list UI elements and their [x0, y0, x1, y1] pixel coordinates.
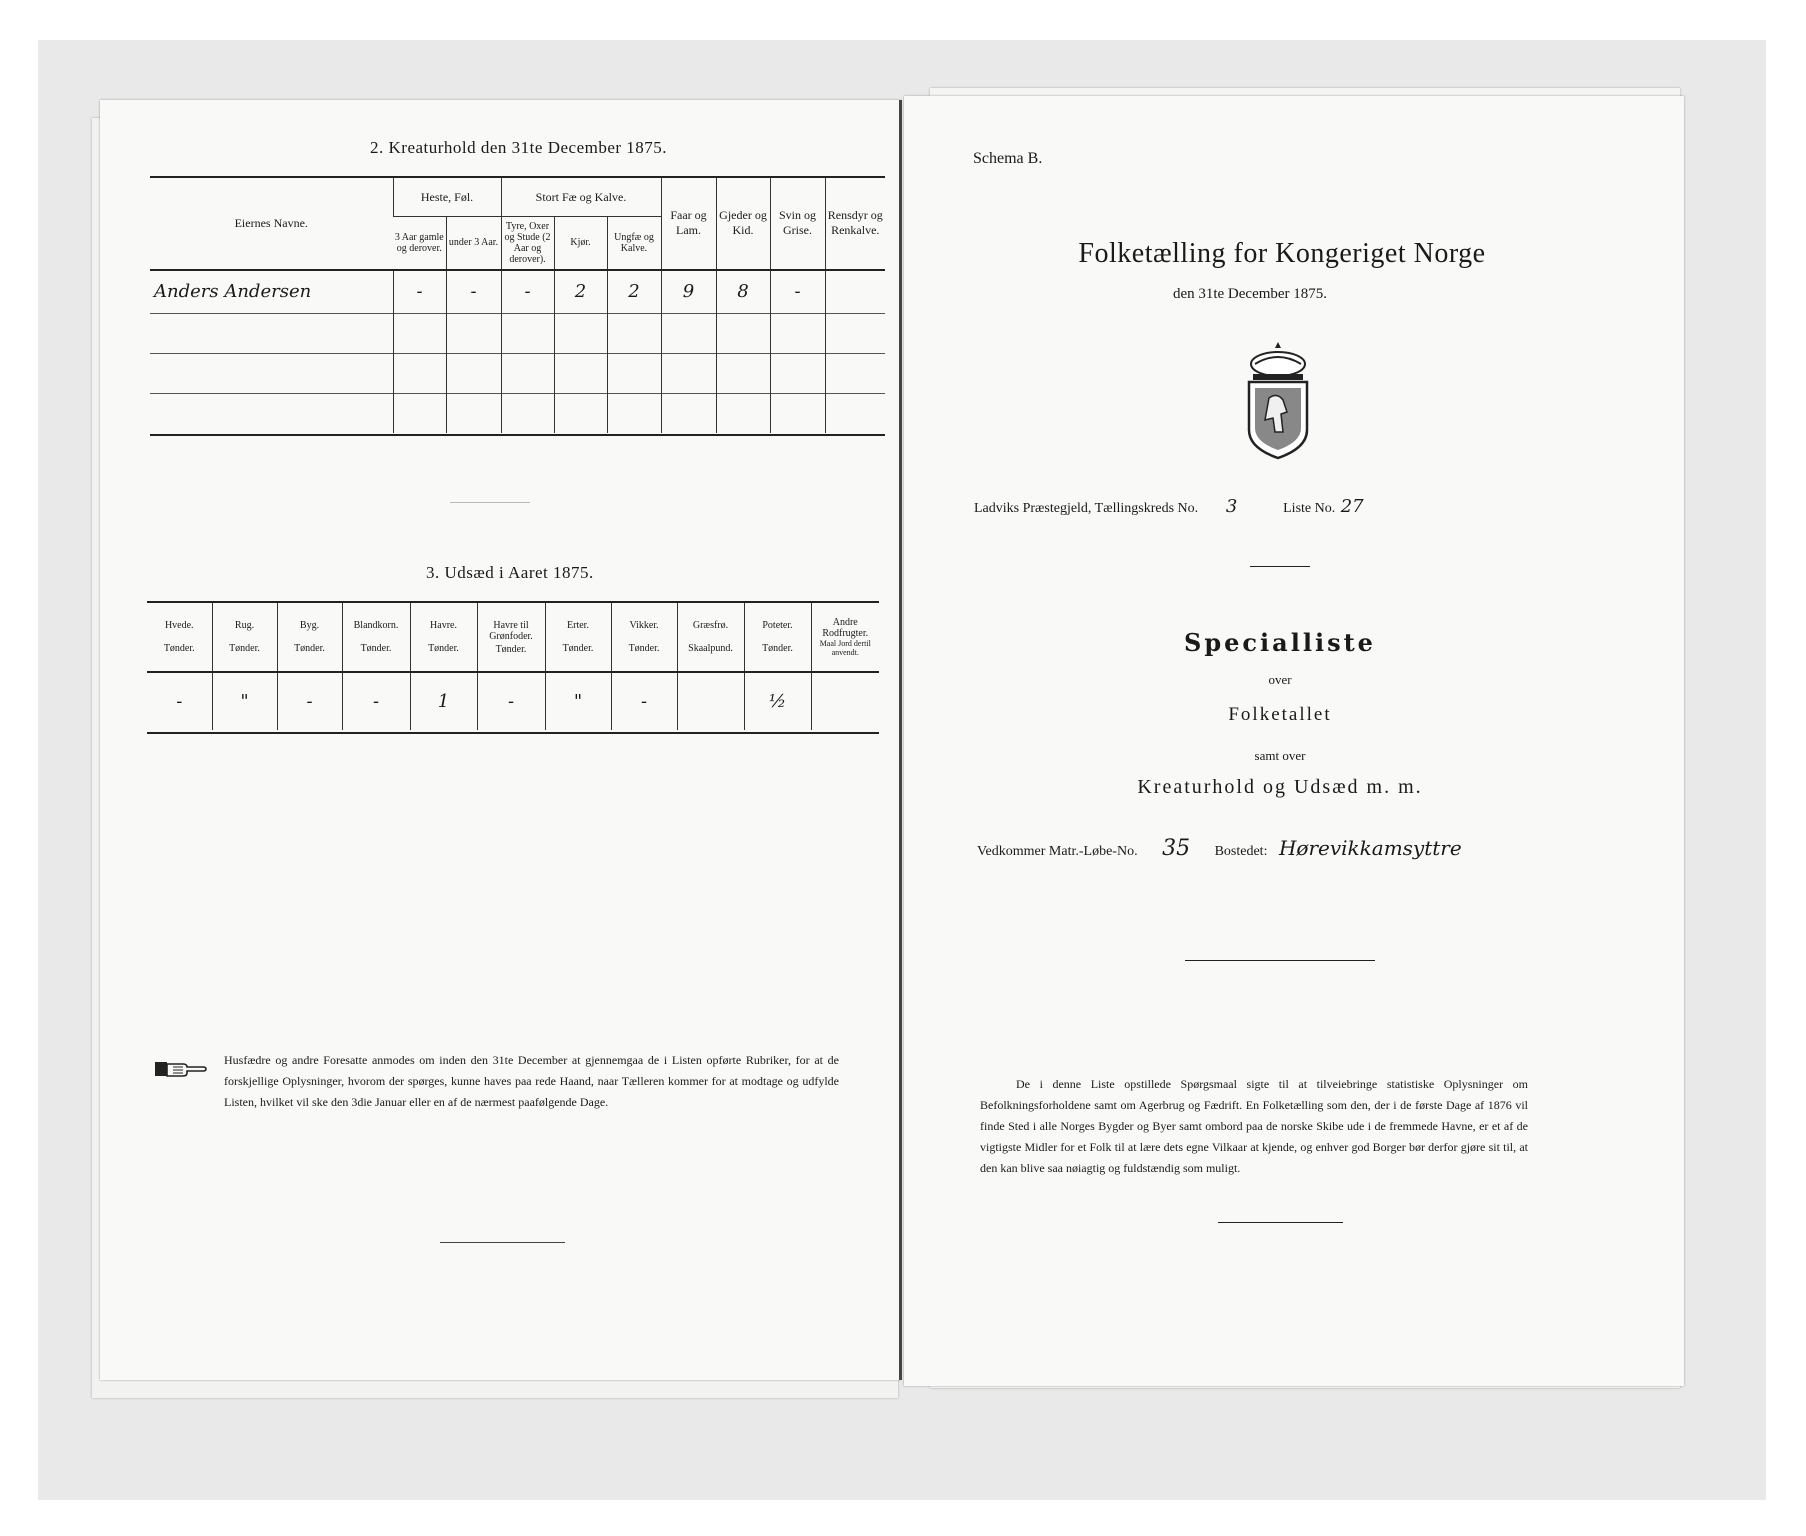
empty-cell: [393, 314, 446, 354]
sowing-unit-label: Skaalpund.: [688, 643, 733, 655]
table-cell: 8: [716, 270, 770, 314]
empty-cell: [446, 314, 501, 354]
sowing-unit-label: Tønder.: [762, 643, 793, 655]
sowing-header-label: Poteter.: [762, 620, 793, 632]
empty-cell: [661, 314, 716, 354]
sowing-value: 1: [410, 672, 477, 730]
bulls-header: Tyre, Oxer og Stude (2 Aar og derover).: [501, 217, 554, 270]
horses-adult-header: 3 Aar gamle og derover.: [394, 231, 444, 254]
table-cell: 2: [554, 270, 607, 314]
sowing-header-blandkorn: [342, 603, 410, 672]
sowing-header-havre: [410, 603, 477, 672]
heading-folketallet: Folketallet: [1228, 704, 1332, 725]
date-line: den 31te December 1875.: [1172, 286, 1328, 302]
sowing-table: [147, 603, 879, 730]
empty-cell: [501, 314, 554, 354]
sowing-unit-label: Tønder.: [229, 643, 260, 655]
empty-cell: [607, 314, 661, 354]
sowing-header-label: Andre Rodfrugter.: [822, 617, 869, 640]
empty-cell: [446, 393, 501, 433]
empty-cell: [393, 393, 446, 433]
pointing-hand-icon: [153, 1058, 207, 1085]
sowing-header-label: Vikker.: [629, 620, 659, 632]
sowing-value: ": [212, 672, 277, 730]
sowing-header-label: Havre.: [430, 620, 457, 632]
district-row: [974, 496, 1364, 517]
coat-of-arms-icon: [1243, 340, 1313, 465]
sowing-header-label: Blandkorn.: [353, 620, 399, 632]
sheep-header: Faar og Lam.: [661, 178, 716, 270]
empty-cell: [501, 353, 554, 393]
sowing-header-gronfoder: [477, 603, 545, 672]
sowing-unit-label: Tønder.: [294, 643, 325, 655]
empty-cell: [150, 314, 393, 354]
reindeer-header: Rensdyr og Renkalve.: [825, 178, 885, 270]
empty-cell: [150, 393, 393, 433]
table-rule: [150, 434, 885, 436]
table-cell: -: [393, 270, 446, 314]
sowing-unit-label: Tønder.: [360, 643, 392, 655]
sowing-unit-label: Tønder.: [562, 643, 594, 655]
horses-header: Heste, Føl.: [393, 178, 501, 217]
sowing-value: ": [545, 672, 611, 730]
bostedet-value: Hørevikkamsyttre: [1278, 836, 1462, 860]
list-number: 27: [1340, 496, 1364, 517]
empty-cell: [150, 353, 393, 393]
calves-header: Ungfæ og Kalve.: [607, 217, 661, 270]
goats-header: Gjeder og Kid.: [716, 178, 770, 270]
empty-cell: [770, 353, 825, 393]
empty-cell: [554, 353, 607, 393]
table-cell: -: [446, 270, 501, 314]
over-text: over: [1268, 672, 1292, 687]
empty-cell: [446, 353, 501, 393]
sowing-header-label: Byg.: [299, 620, 320, 632]
main-title: Folketælling for Kongeriget Norge: [1078, 238, 1486, 269]
bostedet-label: Bostedet:: [1214, 844, 1268, 859]
schema-label: Schema B.: [973, 150, 1043, 167]
list-label: Liste No.: [1283, 501, 1336, 516]
empty-cell: [716, 393, 770, 433]
sowing-unit-label: Tønder.: [163, 643, 195, 655]
district-label: Ladviks Præstegjeld, Tællingskreds No.: [974, 501, 1199, 516]
empty-cell: [554, 314, 607, 354]
sowing-header-rodfrugter: [811, 603, 879, 672]
table-cell: 2: [607, 270, 661, 314]
divider: [440, 1242, 565, 1243]
divider: [1185, 960, 1375, 961]
sowing-value: [677, 672, 744, 730]
notice-text: Husfædre og andre Foresatte anmodes om inden den 31te December at gjennemgaa de i Listen opførte Rubriker, for at de forskjellige Oplysninger, hvorom der spørges, kunne haves paa rede Haand, naar Tælleren kommer for at modtage og udfylde Listen, hvilket vil ske den 3die Januar eller en af de nærmest paafølgende Dage.: [224, 1053, 839, 1109]
empty-cell: [661, 353, 716, 393]
empty-cell: [825, 314, 885, 354]
sowing-header-label: Græsfrø.: [692, 620, 729, 632]
sowing-value: -: [277, 672, 342, 730]
sowing-unit-label: Tønder.: [428, 643, 459, 655]
district-number: 3: [1225, 496, 1238, 517]
table-rule: [147, 732, 879, 734]
sowing-unit-label: Maal Jord dertil anvendt.: [819, 639, 871, 658]
sowing-unit-label: Tønder.: [495, 643, 527, 655]
sowing-header-label: Rug.: [234, 620, 255, 632]
empty-cell: [825, 393, 885, 433]
section3-title: 3. Udsæd i Aaret 1875.: [426, 563, 594, 582]
sowing-header-label: Erter.: [567, 620, 589, 632]
pigs-header: Svin og Grise.: [770, 178, 825, 270]
divider: [1218, 1222, 1343, 1223]
heading-specialliste: Specialliste: [1184, 628, 1376, 657]
sowing-header-graesfro: [677, 603, 744, 672]
matr-row: [977, 836, 1462, 861]
sowing-header-rug: [212, 603, 277, 672]
empty-cell: [825, 353, 885, 393]
sowing-header-erter: [545, 603, 611, 672]
table-cell: -: [770, 270, 825, 314]
samt-over-text: samt over: [1254, 748, 1306, 763]
empty-cell: [501, 393, 554, 433]
book-spine: [899, 100, 902, 1380]
sowing-value: -: [342, 672, 410, 730]
cows-header: Kjør.: [554, 217, 607, 270]
livestock-table: [150, 178, 885, 433]
owner-name: Anders Andersen: [154, 281, 312, 303]
owner-header: Eiernes Navne.: [234, 215, 308, 230]
empty-cell: [770, 314, 825, 354]
empty-cell: [607, 393, 661, 433]
section2-title: 2. Kreaturhold den 31te December 1875.: [370, 138, 668, 157]
empty-cell: [554, 393, 607, 433]
empty-cell: [661, 393, 716, 433]
sowing-value: -: [611, 672, 677, 730]
sowing-value: [811, 672, 879, 730]
empty-cell: [716, 314, 770, 354]
sowing-unit-label: Tønder.: [628, 643, 660, 655]
heading-kreaturhold: Kreaturhold og Udsæd m. m.: [1137, 776, 1423, 798]
cattle-header: Stort Fæ og Kalve.: [501, 178, 661, 217]
empty-cell: [716, 353, 770, 393]
table-cell: [825, 270, 885, 314]
table-cell: 9: [661, 270, 716, 314]
empty-cell: [770, 393, 825, 433]
horses-young-header: under 3 Aar.: [446, 217, 501, 270]
matr-number: 35: [1162, 836, 1191, 861]
sowing-header-poteter: [744, 603, 811, 672]
sowing-value: -: [477, 672, 545, 730]
empty-cell: [607, 353, 661, 393]
sowing-value: -: [176, 691, 183, 713]
divider: [450, 502, 530, 503]
table-cell: -: [501, 270, 554, 314]
sowing-value: ½: [744, 672, 811, 730]
divider: [1250, 566, 1310, 567]
matr-label: Vedkommer Matr.-Løbe-No.: [977, 844, 1138, 859]
sowing-header-byg: [277, 603, 342, 672]
sowing-header-hvede: [147, 603, 212, 672]
explanatory-paragraph: De i denne Liste opstillede Spørgsmaal sigte til at tilveiebringe statistiske Oplysninger om Befolkningsforholdene samt om Agerbrug og Fædrift. En Folketælling som den, der i de første Dage af 1876 vil finde Sted i alle Norges Bygder og Byer samt ombord paa de norske Skibe ude i de fremmede Havne, er et af de vigtigste Midler for et Folk til at lære dets egne Vilkaar at kjende, og enhver god Borger bør derfor gjøre sit til, at den kan blive saa nøiagtig og fuldstændig som muligt.: [980, 1077, 1528, 1175]
sowing-header-label: Hvede.: [164, 620, 194, 632]
sowing-header-vikker: [611, 603, 677, 672]
sowing-header-label: Havre til Grønfoder.: [489, 619, 533, 642]
empty-cell: [393, 353, 446, 393]
